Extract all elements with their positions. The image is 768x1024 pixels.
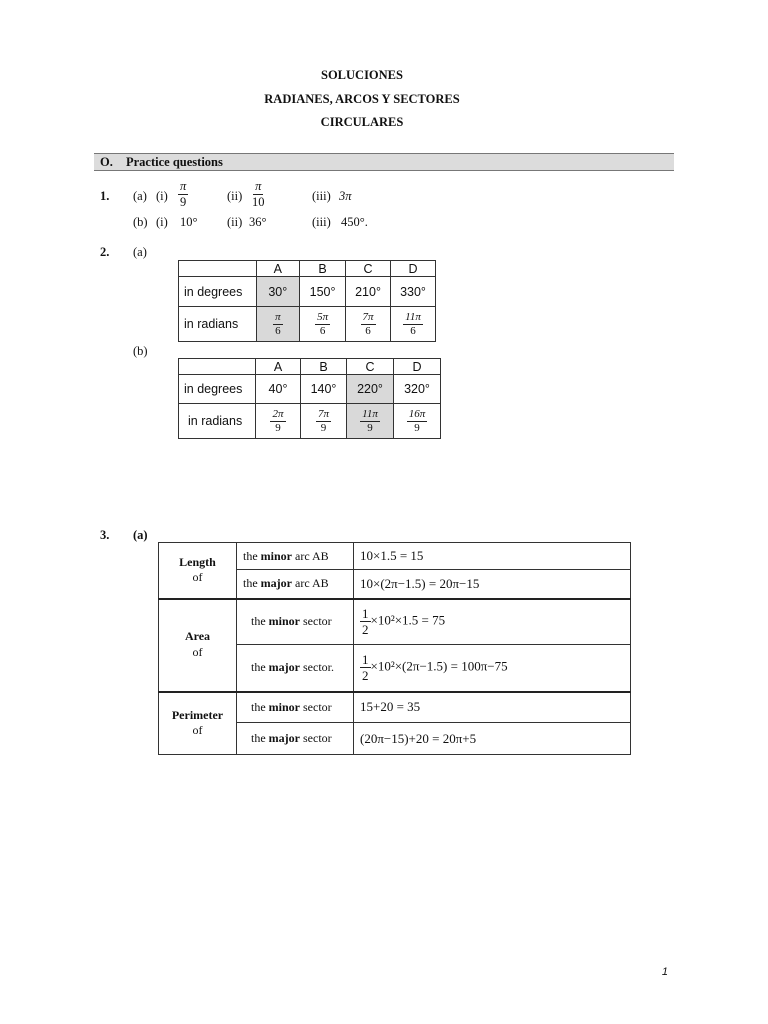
q1-a-i-denominator: 9 (180, 194, 187, 209)
section-title: Practice questions (126, 155, 223, 169)
value-major-sector-perimeter: (20π−15)+20 = 20π+5 (354, 723, 631, 755)
item-post: sector (303, 699, 332, 714)
radian-denominator: 6 (319, 324, 326, 337)
item-post: sector. (303, 660, 334, 675)
radian-denominator: 9 (414, 421, 420, 434)
q1-b-i-answer: 10° (180, 215, 198, 229)
q1-a-ii-denominator: 10 (252, 194, 265, 209)
row-label-degrees: in degrees (179, 277, 257, 307)
item-pre: the (251, 699, 266, 714)
column-header: C (346, 261, 391, 277)
degree-cell: 40° (256, 375, 301, 404)
degree-cell: 330° (391, 277, 436, 307)
group-area (159, 599, 237, 692)
q1-a-iii-answer: 3π (339, 189, 352, 203)
q1-a-ii-label: (ii) (227, 189, 243, 203)
column-header: B (300, 261, 346, 277)
column-header: C (347, 359, 394, 375)
item-post: sector (303, 614, 332, 629)
radian-cell (347, 404, 394, 439)
radian-numerator: π (275, 310, 281, 323)
item-post: sector (303, 731, 332, 745)
doc-title-line-1: SOLUCIONES (321, 68, 403, 82)
q2-b-table (178, 358, 441, 439)
radian-cell (394, 404, 441, 439)
q2-a-table (178, 260, 436, 342)
item-bold: minor (268, 699, 301, 714)
radian-numerator: 5π (317, 310, 329, 323)
half-numerator: 1 (362, 606, 369, 622)
radian-numerator: 7π (362, 310, 374, 323)
area-expression: ×10²×1.5 = 75 (370, 612, 446, 628)
question-3-number: 3. (100, 528, 110, 542)
radian-numerator: 11π (405, 310, 421, 323)
group-title: Perimeter (171, 707, 224, 722)
radian-denominator: 6 (275, 324, 281, 337)
row-label-degrees: in degrees (179, 375, 256, 404)
item-bold: major (260, 576, 292, 591)
item-post: arc AB (295, 576, 329, 591)
item-pre: the (251, 731, 266, 745)
column-header: A (256, 261, 300, 277)
row-major-arc (237, 570, 354, 599)
item-pre: the (251, 614, 266, 629)
group-of: of (192, 570, 203, 585)
group-of: of (192, 723, 203, 738)
doc-title-line-2: RADIANES, ARCOS Y SECTORES (264, 92, 460, 106)
row-major-sector-area (237, 645, 354, 692)
area-expression: ×10²×(2π−1.5) = 100π−75 (370, 658, 508, 674)
q1-a-i-answer (178, 180, 188, 208)
q1-a-ii-numerator: π (255, 179, 262, 193)
row-minor-sector-perimeter (237, 692, 354, 723)
item-post: arc AB (295, 548, 329, 563)
degree-cell: 220° (347, 375, 394, 404)
radian-denominator: 6 (365, 324, 371, 337)
q1-b-iii-label: (iii) (312, 215, 331, 229)
item-bold: minor (268, 614, 301, 629)
row-minor-arc (237, 543, 354, 570)
radian-cell (256, 404, 301, 439)
q3-part-a-label: (a) (133, 528, 148, 542)
column-header: D (394, 359, 441, 375)
group-title: Area (184, 629, 211, 644)
q1-b-ii-answer: 36° (249, 215, 267, 229)
row-label-radians: in radians (179, 404, 256, 439)
half-numerator: 1 (362, 652, 369, 668)
degree-cell: 30° (256, 277, 300, 307)
item-pre: the (251, 660, 266, 675)
q1-b-iii-answer: 450°. (341, 215, 368, 229)
degree-cell: 140° (301, 375, 347, 404)
q1-a-iii-label: (iii) (312, 189, 331, 203)
q1-part-b-label: (b) (133, 215, 148, 229)
radian-denominator: 9 (275, 421, 281, 434)
radian-numerator: 2π (272, 407, 284, 420)
item-bold: major (268, 731, 300, 745)
degree-cell: 150° (300, 277, 346, 307)
q1-a-ii-answer (250, 180, 267, 208)
q1-a-i-numerator: π (180, 179, 187, 193)
degree-cell: 320° (394, 375, 441, 404)
q2-part-a-label: (a) (133, 245, 147, 259)
row-minor-sector-area (237, 599, 354, 645)
table-corner-cell (179, 359, 256, 375)
value-minor-sector-perimeter: 15+20 = 35 (354, 692, 631, 723)
item-pre: the (243, 548, 258, 563)
doc-title-line-3: CIRCULARES (320, 115, 404, 129)
question-1-number: 1. (100, 189, 110, 203)
group-perimeter (159, 692, 237, 755)
radian-denominator: 9 (320, 421, 327, 434)
radian-denominator: 9 (367, 421, 373, 434)
row-label-radians: in radians (179, 307, 257, 342)
radian-numerator: 11π (362, 407, 378, 420)
half-denominator: 2 (362, 622, 369, 638)
radian-numerator: 7π (317, 407, 329, 420)
column-header: A (256, 359, 301, 375)
page-number: 1 (661, 966, 668, 978)
table-corner-cell (179, 261, 257, 277)
group-length (159, 543, 237, 599)
degree-cell: 210° (346, 277, 391, 307)
value-major-arc-length: 10×(2π−1.5) = 20π−15 (354, 570, 631, 599)
half-denominator: 2 (362, 668, 369, 684)
radian-cell (346, 307, 391, 342)
q3-answer-table (158, 542, 631, 755)
radian-cell (301, 404, 347, 439)
column-header: B (301, 359, 347, 375)
value-minor-sector-area (354, 599, 631, 645)
value-major-sector-area (354, 645, 631, 692)
group-of: of (192, 645, 203, 659)
radian-cell (300, 307, 346, 342)
radian-cell (391, 307, 436, 342)
group-title: Length (179, 554, 216, 569)
q1-part-a-label: (a) (133, 189, 147, 203)
column-header: D (391, 261, 436, 277)
radian-cell (256, 307, 300, 342)
question-2-number: 2. (100, 245, 110, 259)
q1-b-i-label: (i) (156, 215, 168, 229)
value-minor-arc-length: 10×1.5 = 15 (354, 543, 631, 570)
q2-part-b-label: (b) (133, 344, 148, 358)
q1-a-i-label: (i) (156, 189, 168, 203)
item-bold: minor (260, 548, 293, 563)
row-major-sector-perimeter (237, 723, 354, 755)
radian-numerator: 16π (408, 407, 426, 420)
q1-b-ii-label: (ii) (227, 215, 243, 229)
item-bold: major (268, 660, 300, 675)
section-letter: O. (100, 155, 113, 169)
radian-denominator: 6 (410, 324, 416, 337)
section-header (94, 153, 674, 171)
item-pre: the (243, 576, 258, 591)
